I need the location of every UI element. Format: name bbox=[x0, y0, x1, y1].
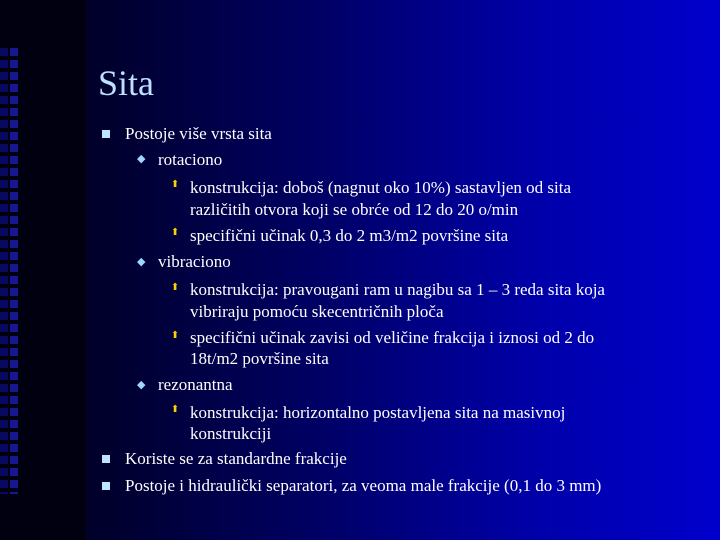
diamond-bullet-icon: ◆ bbox=[137, 379, 146, 391]
arrow-bullet-icon: ⬆ bbox=[171, 227, 180, 238]
list-item-1-2-1-cont: vibriraju pomoću skecentričnih ploča bbox=[190, 302, 444, 321]
list-item-2: Koriste se za standardne frakcije bbox=[125, 449, 347, 468]
slide-title: Sita bbox=[98, 63, 155, 103]
list-item-1-1-1: konstrukcija: doboš (nagnut oko 10%) sastavljen od sita bbox=[190, 178, 572, 197]
square-bullet-icon bbox=[102, 482, 110, 490]
list-item-1-3-1: konstrukcija: horizontalno postavljena sita na masivnoj bbox=[190, 403, 566, 422]
list-item-1-3: rezonantna bbox=[158, 375, 233, 394]
square-bullet-icon bbox=[102, 130, 110, 138]
list-item-3: Postoje i hidraulički separatori, za veoma male frakcije (0,1 do 3 mm) bbox=[125, 476, 602, 495]
list-item-1: Postoje više vrsta sita bbox=[125, 124, 272, 143]
decorative-square-pattern bbox=[0, 44, 20, 494]
list-item-1-2: vibraciono bbox=[158, 252, 231, 271]
list-item-1-3-1-cont: konstrukciji bbox=[190, 424, 272, 443]
diamond-bullet-icon: ◆ bbox=[137, 256, 146, 268]
diamond-bullet-icon: ◆ bbox=[137, 153, 146, 165]
arrow-bullet-icon: ⬆ bbox=[171, 179, 180, 190]
arrow-bullet-icon: ⬆ bbox=[171, 282, 180, 293]
square-bullet-icon bbox=[102, 455, 110, 463]
list-item-1-2-2-cont: 18t/m2 površine sita bbox=[190, 349, 329, 368]
list-item-1-2-1: konstrukcija: pravougani ram u nagibu sa 1 – 3 reda sita koja bbox=[190, 280, 605, 299]
arrow-bullet-icon: ⬆ bbox=[171, 330, 180, 341]
list-item-1-1-1-cont: različitih otvora koji se obrće od 12 do 20 o/min bbox=[190, 200, 519, 219]
list-item-1-1: rotaciono bbox=[158, 150, 223, 169]
list-item-1-1-2: specifični učinak 0,3 do 2 m3/m2 površine sita bbox=[190, 226, 509, 245]
list-item-1-2-2: specifični učinak zavisi od veličine frakcija i iznosi od 2 do bbox=[190, 328, 595, 347]
arrow-bullet-icon: ⬆ bbox=[171, 404, 180, 415]
